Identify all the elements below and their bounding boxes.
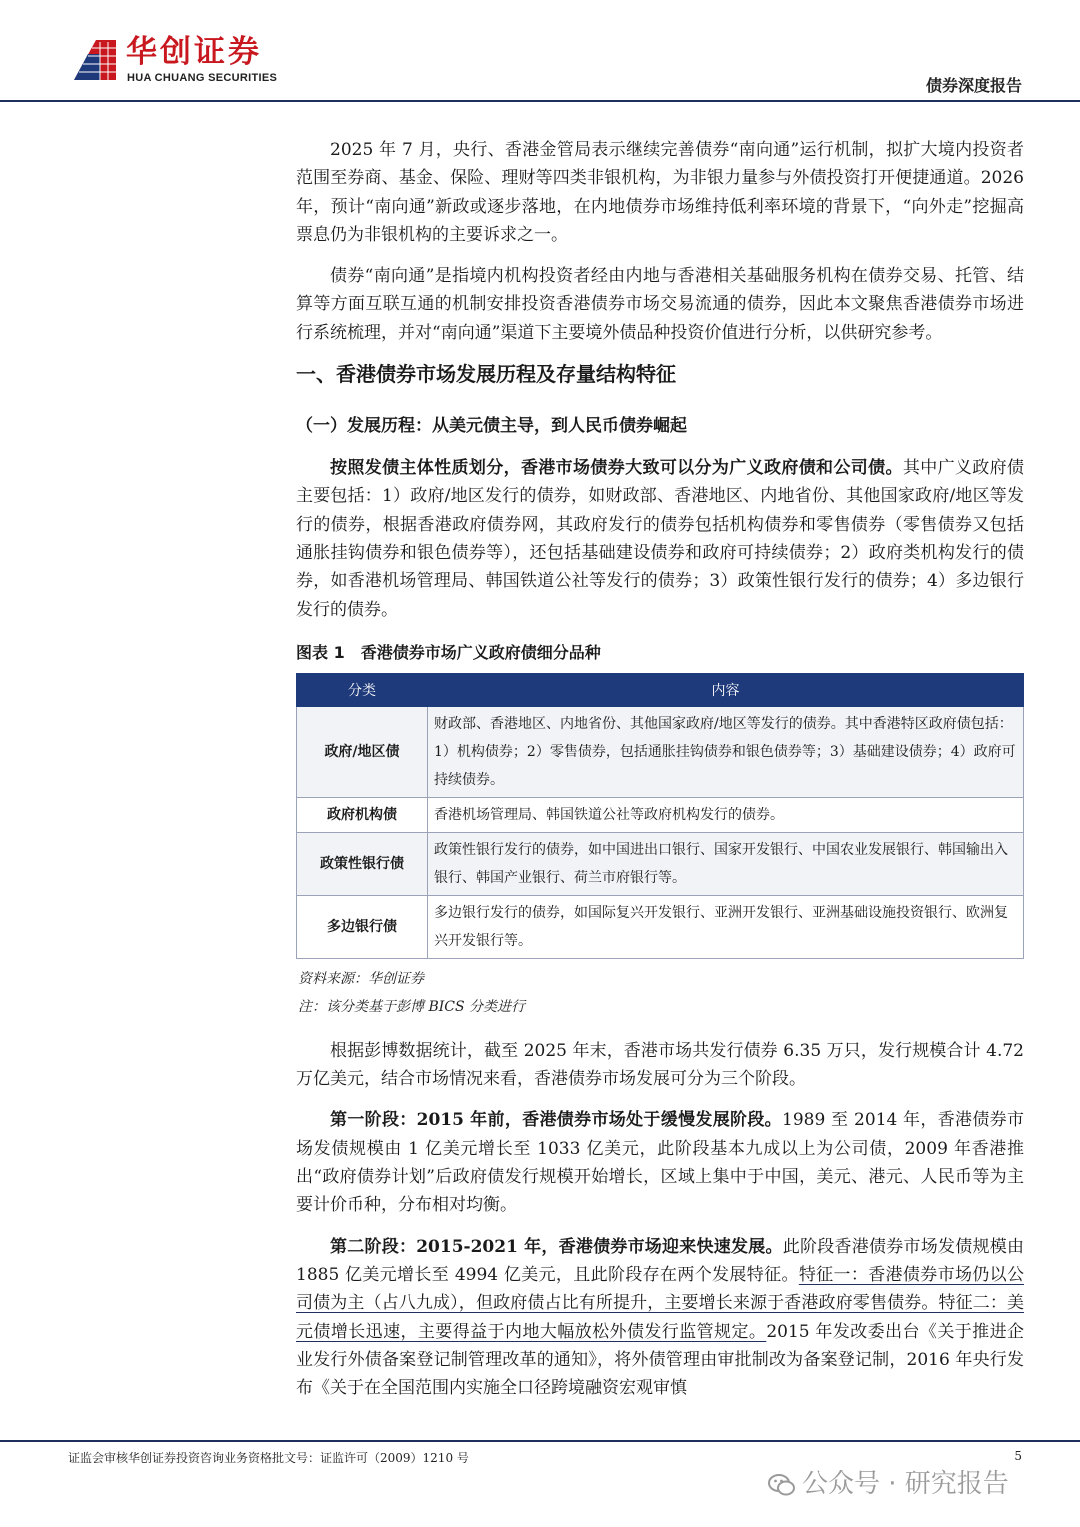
footer-divider <box>0 1440 1080 1442</box>
row-content: 香港机场管理局、韩国铁道公社等政府机构发行的债券。 <box>428 797 1024 832</box>
column-header-category: 分类 <box>297 673 428 706</box>
feature-two-text: 特征二：美元债增长迅速，主要得益于内地大幅放松外债发行监管规定。 <box>296 1293 1025 1342</box>
stage-two-lead: 第二阶段：2015-2021 年，香港债券市场迎来快速发展。 <box>330 1236 783 1257</box>
header-divider <box>0 100 1080 102</box>
figure-title: 图表 1 香港债券市场广义政府债细分品种 <box>296 642 601 662</box>
page-header <box>0 0 1080 104</box>
stage-two-paragraph <box>296 1233 1024 1403</box>
table-row <box>297 797 1024 832</box>
stage-two-intro: 此阶段香港债券市场发债规模由 1885 亿美元增长至 4994 亿美元，且此阶段存在两个发展特征。 <box>296 1236 1025 1285</box>
classification-lead: 按照发债主体性质划分，香港市场债券大致可以分为广义政府债和公司债。 <box>330 458 903 479</box>
classification-paragraph <box>296 454 1024 624</box>
row-category: 政府机构债 <box>297 797 428 832</box>
page-number: 5 <box>1014 1449 1022 1463</box>
row-category: 政府/地区债 <box>297 706 428 797</box>
wechat-icon <box>768 1473 796 1497</box>
row-content: 政策性银行发行的债券，如中国进出口银行、国家开发银行、中国农业发展银行、韩国输出入银行、韩国产业银行、荷兰市府银行等。 <box>428 832 1024 895</box>
table-row <box>297 832 1024 895</box>
huachuang-logo-icon <box>70 36 120 86</box>
section-title: 一、香港债券市场发展历程及存量结构特征 <box>296 362 676 387</box>
column-header-content: 内容 <box>428 673 1024 706</box>
wechat-watermark <box>768 1466 1009 1502</box>
row-content: 财政部、香港地区、内地省份、其他国家政府/地区等发行的债券。其中香港特区政府债包括：1）机构债券；2）零售债券，包括通胀挂钩债券和银色债券等；3）基础建设债券；4）政府可持续债券。 <box>428 706 1024 797</box>
table-row <box>297 706 1024 797</box>
intro-paragraph-2: 债券“南向通”是指境内机构投资者经由内地与香港相关基础服务机构在债券交易、托管、结算等方面互联互通的机制安排投资香港债券市场交易流通的债券，因此本文聚焦香港债券市场进行系统梳理，并对“南向通”渠道下主要境外债品种投资价值进行分析，以供研究参考。 <box>296 266 1024 343</box>
intro-paragraph-1: 2025 年 7 月，央行、香港金管局表示继续完善债券“南向通”运行机制，拟扩大境内投资者范围至券商、基金、保险、理财等四类非银机构，为非银力量参与外债投资打开便捷通道。2026 年，预计“南向通”新政或逐步落地，在内地债券市场维持低利率环境的背景下，“向外走”挖掘高票息仍为非银机构的主要诉求之一。 <box>296 140 1024 245</box>
stage-one-body: 1989 至 2014 年，香港债券市场发债规模由 1 亿美元增长至 1033 亿美元，此阶段基本九成以上为公司债，2009 年香港推出“政府债券计划”后政府债发行规模开始增长，区域上集中于中国，美元、港元、人民币等为主要计价币种，分布相对均衡。 <box>296 1110 1024 1216</box>
stage-two-body: 2015 年发改委出台《关于推进企业发行外债备案登记制管理改革的通知》，将外债管理由审批制改为备案登记制，2016 年央行发布《关于在全国范围内实施全口径跨境融资宏观审慎 <box>296 1321 1025 1399</box>
government-bond-table <box>296 673 1024 959</box>
classification-body: 其中广义政府债主要包括：1）政府/地区发行的债券，如财政部、香港地区、内地省份、其他国家政府/地区等发行的债券，根据香港政府债券网，其政府发行的债券包括机构债券和零售债券（零售债券又包括通胀挂钩债券和银色债券等），还包括基础建设债券和政府可持续债券；2）政府类机构发行的债券，如香港机场管理局、韩国铁道公社等发行的债券；3）政策性银行发行的债券；4）多边银行发行的债券。 <box>296 458 1025 620</box>
subsection-title: （一）发展历程：从美元债主导，到人民币债券崛起 <box>296 416 687 437</box>
row-content: 多边银行发行的债券，如国际复兴开发银行、亚洲开发银行、亚洲基础设施投资银行、欧洲复兴开发银行等。 <box>428 895 1024 958</box>
main-content <box>296 136 1024 1415</box>
figure-source: 资料来源：华创证券 <box>298 970 424 987</box>
table-header-row <box>297 673 1024 706</box>
table-row <box>297 895 1024 958</box>
stage-one-lead: 第一阶段：2015 年前，香港债券市场处于缓慢发展阶段。 <box>330 1110 783 1131</box>
row-category: 多边银行债 <box>297 895 428 958</box>
row-category: 政策性银行债 <box>297 832 428 895</box>
stage-one-paragraph <box>296 1106 1024 1219</box>
report-type-label: 债券深度报告 <box>925 76 1022 95</box>
figure-note: 注：该分类基于彭博 BICS 分类进行 <box>298 998 526 1015</box>
brand-name-cn: 华创证券 <box>126 34 262 70</box>
feature-one-text: 特征一：香港债券市场仍以公司债为主（占八九成），但政府债占比有所提升，主要增长来源于香港政府零售债券。 <box>296 1264 1024 1314</box>
license-statement: 证监会审核华创证券投资咨询业务资格批文号：证监许可（2009）1210 号 <box>68 1451 469 1465</box>
statistics-paragraph: 根据彭博数据统计，截至 2025 年末，香港市场共发行债券 6.35 万只，发行规模合计 4.72 万亿美元，结合市场情况来看，香港债券市场发展可分为三个阶段。 <box>296 1040 1024 1090</box>
brand-name-en: HUA CHUANG SECURITIES <box>127 72 278 84</box>
watermark-text: 公众号 · 研究报告 <box>802 1469 1009 1499</box>
